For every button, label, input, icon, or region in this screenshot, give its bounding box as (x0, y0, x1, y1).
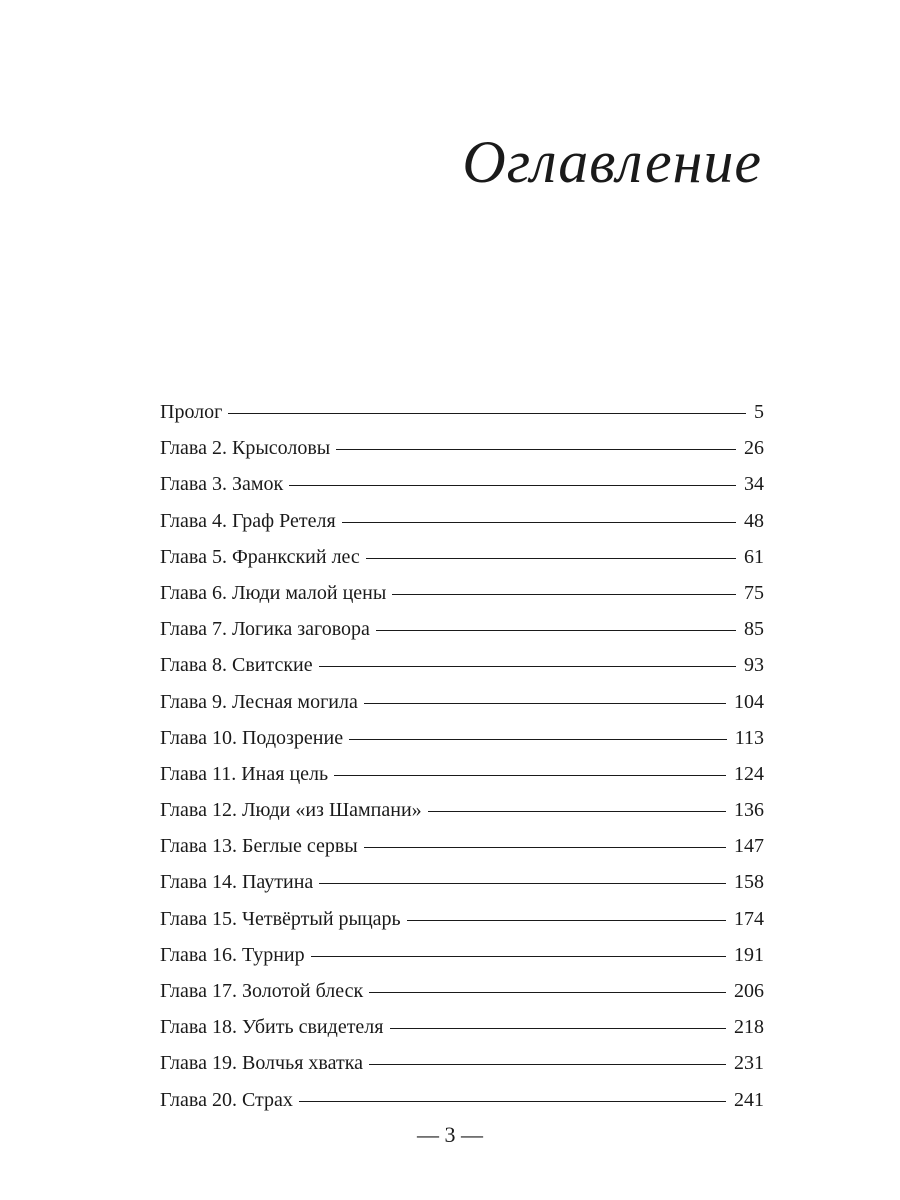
toc-entry-page: 174 (734, 907, 764, 930)
toc-leader-line (336, 449, 736, 450)
toc-entry-label: Глава 9. Лесная могила (160, 690, 358, 713)
toc-leader-line (349, 739, 727, 740)
toc-leader-line (334, 775, 726, 776)
toc-leader-line (407, 920, 726, 921)
toc-entry (160, 937, 764, 973)
toc-entry-label: Глава 18. Убить свидетеля (160, 1016, 384, 1039)
toc-entry-label: Глава 10. Подозрение (160, 726, 344, 749)
toc-entry (160, 973, 764, 1009)
toc-entry-label: Глава 16. Турнир (160, 943, 305, 966)
toc-leader-line (311, 956, 726, 957)
toc-entry (160, 684, 764, 720)
toc-entry-label: Глава 17. Золотой блеск (160, 980, 364, 1002)
toc-leader-line (428, 811, 726, 812)
toc-entry (160, 1009, 764, 1045)
toc-entry (160, 1045, 764, 1081)
page-title: Оглавление (462, 129, 762, 195)
toc-entry-page: 206 (734, 980, 764, 1002)
toc-entry-label: Глава 7. Логика заговора (160, 618, 370, 641)
toc-entry (160, 611, 764, 647)
toc-entry (160, 575, 764, 611)
toc-entry (160, 539, 764, 575)
toc-entry-label: Глава 5. Франкский лес (160, 545, 360, 568)
toc-leader-line (366, 558, 736, 559)
toc-entry-page: 147 (734, 835, 764, 858)
toc-entry-label: Глава 13. Беглые сервы (160, 835, 358, 858)
toc-leader-line (299, 1101, 726, 1102)
toc-entry-page: 93 (744, 654, 764, 677)
toc-entry-label: Глава 4. Граф Ретеля (160, 509, 336, 532)
toc-entry-page: 113 (734, 726, 764, 749)
toc-leader-line (392, 594, 736, 595)
toc-entry-label: Глава 20. Страх (160, 1088, 293, 1111)
toc-leader-line (289, 485, 736, 486)
toc-entry-page: 34 (744, 473, 764, 496)
toc-entry-page: 26 (744, 437, 764, 460)
toc-entry (160, 1082, 764, 1118)
toc-leader-line (319, 883, 726, 884)
toc-entry-label: Глава 11. Иная цель (160, 762, 329, 785)
toc-entry-label: Глава 19. Волчья хватка (160, 1052, 363, 1075)
toc-entry (160, 430, 764, 466)
toc-entry (160, 647, 764, 683)
toc-entry-label: Глава 14. Паутина (160, 871, 314, 894)
toc-leader-line (228, 413, 746, 414)
toc-entry-page: 218 (734, 1016, 764, 1039)
toc-entry (160, 901, 764, 937)
page-number: — 3 — (417, 1122, 483, 1147)
toc-entry-label: Глава 8. Свитские (160, 654, 313, 677)
toc-leader-line (364, 703, 726, 704)
toc-entry-label: Глава 12. Люди «из Шампани» (160, 799, 422, 822)
toc-entry-page: 104 (734, 690, 764, 713)
toc-entry-page: 158 (734, 871, 764, 894)
toc-leader-line (342, 522, 736, 523)
toc-entry-page: 48 (744, 509, 764, 532)
toc-entry-page: 241 (734, 1088, 764, 1111)
toc-entry (160, 828, 764, 864)
toc-entry (160, 792, 764, 828)
toc-leader-line (390, 1028, 727, 1029)
toc-entry (160, 756, 764, 792)
toc-entry-label: Глава 3. Замок (160, 473, 284, 496)
toc-leader-line (376, 630, 736, 631)
toc-entry-page: 231 (734, 1052, 764, 1075)
toc-entry-page: 5 (754, 401, 764, 423)
toc-leader-line (369, 992, 726, 993)
toc-entry-label: Глава 2. Крысоловы (160, 437, 331, 460)
toc-leader-line (319, 666, 736, 667)
toc-entry-page: 61 (744, 545, 764, 568)
toc-entry-page: 85 (744, 618, 764, 641)
toc-entry-page: 75 (744, 581, 764, 604)
toc-entry (160, 394, 764, 430)
toc-entry (160, 720, 764, 756)
toc-entry-label: Глава 15. Четвёртый рыцарь (160, 907, 401, 930)
toc-entry-page: 136 (734, 799, 764, 822)
toc-leader-line (364, 847, 726, 848)
toc-leader-line (369, 1064, 726, 1065)
toc-entry-label: Глава 6. Люди малой цены (160, 581, 387, 604)
toc-entry (160, 864, 764, 900)
toc-entry-label: Пролог (160, 401, 223, 423)
toc-entry-page: 124 (734, 762, 764, 785)
table-of-contents (160, 394, 764, 1118)
toc-entry (160, 503, 764, 539)
toc-entry (160, 466, 764, 502)
toc-entry-page: 191 (734, 943, 764, 966)
